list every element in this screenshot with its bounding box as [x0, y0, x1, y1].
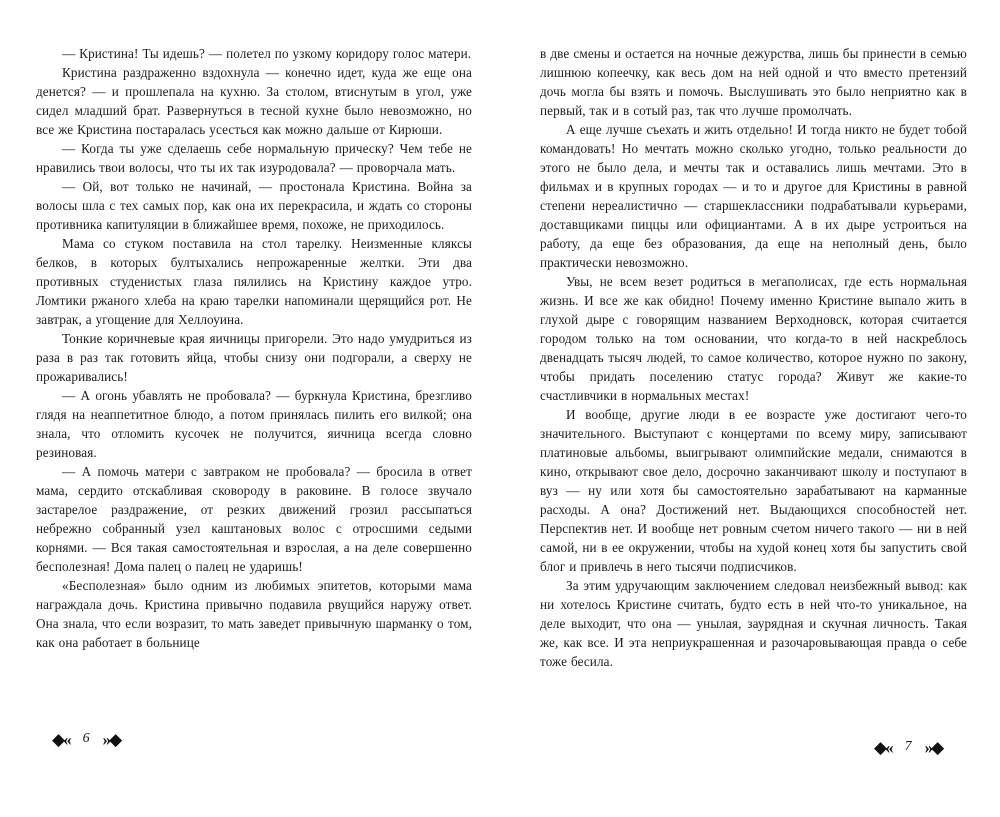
paragraph: Кристина раздраженно вздохнула — конечно идет, куда же еще она денется? — и прошлепала на кухню. За столом, втиснутым в угол, уже сидел младший брат. Развернуться в тесной кухне было невозможно, но все же Кристина постаралась усесться как можно дальше от Кирюши. [36, 65, 472, 137]
paragraph: — Ой, вот только не начинай, — простонала Кристина. Война за волосы шла с тех самых пор, как она их перекрасила, и ждать со стороны противника капитуляции в ближайшее время, похоже, не приходилось. [36, 179, 472, 232]
page-left [36, 44, 472, 736]
paragraph: И вообще, другие люди в ее возрасте уже достигают чего-то значительного. Выступают с концертами по всему миру, записывают платиновые альбомы, выигрывают олимпийские медали, снимаются в кино, открывают свое дело, досрочно заканчивают школу и поступают в вуз — ну или хотя бы самостоятельно зарабатывают на карманные расходы. А она? Достижений нет. Выдающихся способностей нет. Перспектив нет. И вообще нет ровным счетом ничего такого — ни в ней самой, ни в ее окружении, чтобы на худой конец хотя бы запустить свой блог и привлечь в него тысячи подписчиков. [540, 407, 967, 574]
paragraph: Мама со стуком поставила на стол тарелку. Неизменные кляксы белков, в которых бултыхались непрожаренные желтки. Эти два противных студенистых глаза пялились на Кристину каждое утро. Ломтики ржаного хлеба на краю тарелки напоминали щерящийся рот. Не завтрак, а угощение для Хеллоуина. [36, 236, 472, 327]
folio-ornament-right-icon: »◆ [924, 738, 943, 757]
page-number: 6 [82, 730, 90, 746]
paragraph: — А огонь убавлять не пробовала? — буркнула Кристина, брезгливо глядя на неаппетитное блюдо, а потом принялась пилить его вилкой; она знала, что отломить кусочек не получится, яичница всегда словно резиновая. [36, 388, 472, 460]
page-number: 7 [904, 738, 912, 754]
page-number-right [874, 739, 942, 756]
page-number-left [52, 731, 120, 748]
folio-ornament-right-icon: »◆ [102, 730, 121, 749]
paragraph: А еще лучше съехать и жить отдельно! И тогда никто не будет тобой командовать! Но мечтать можно сколько угодно, только реальности до этого не было дела, и мечты так и оставались лишь мечтами. Это в фильмах и в крупных городах — и то и другое для Кристины в равной степени нереалистично — старшеклассники подрабатывали курьерами, доставщиками пиццы или официантами. А в их дыре устроиться на работу, да еще без образования, да еще на неполный день, было практически невозможно. [540, 122, 967, 270]
folio-ornament-left-icon: ◆« [874, 738, 892, 757]
page-right [540, 44, 967, 696]
paragraph: Тонкие коричневые края яичницы пригорели. Это надо умудриться из раза в раз так готовить яйца, чтобы снизу они подгорали, а сверху не прожаривались! [36, 331, 472, 384]
paragraph: За этим удручающим заключением следовал неизбежный вывод: как ни хотелось Кристине считать, будто есть в ней что-то уникальное, на деле выходит, что она — унылая, заурядная и скучная личность. Такая же, как все. И эта неприукрашенная и разочаровывающая правда о себе тоже бесила. [540, 578, 967, 669]
paragraph: — Кристина! Ты идешь? — полетел по узкому коридору голос матери. [62, 46, 472, 61]
paragraph: Увы, не всем везет родиться в мегаполисах, где есть нормальная жизнь. И все же как обидно! Почему именно Кристине выпало жить в глухой дыре с говорящим названием Верходновск, которая считается городом только на том основании, что когда-то в ней наскреблось двенадцать тысяч людей, то самое количество, которое нужно по закону, чтобы придать поселению статус города? Живут же какие-то счастливчики в нормальных местах! [540, 274, 967, 403]
paragraph: в две смены и остается на ночные дежурства, лишь бы принести в семью лишнюю копеечку, как весь дом на ней одной и что вместо претензий дочь могла бы взять и помочь. Выслушивать это было неприятно как в первый, так и в сотый раз, так что лучше промолчать. [540, 46, 967, 118]
folio-ornament-left-icon: ◆« [52, 730, 70, 749]
paragraph: — Когда ты уже сделаешь себе нормальную прическу? Чем тебе не нравились твои волосы, что ты их так изуродовала? — проворчала мать. [36, 141, 472, 175]
paragraph: — А помочь матери с завтраком не пробовала? — бросила в ответ мама, сердито отскабливая сковороду в раковине. В голосе звучало застарелое раздражение, от резких движений грозил рассыпаться небрежно собранный узел каштановых волос с отросшими седыми корнями. — Вся такая самостоятельная и взрослая, а на деле совершенно бесполезная! Дома палец о палец не ударишь! [36, 464, 472, 574]
paragraph: «Бесполезная» было одним из любимых эпитетов, которыми мама награждала дочь. Кристина привычно подавила рвущийся наружу ответ. Она знала, что если возразит, то мать заведет привычную шарманку о том, как она работает в больнице [36, 578, 472, 650]
